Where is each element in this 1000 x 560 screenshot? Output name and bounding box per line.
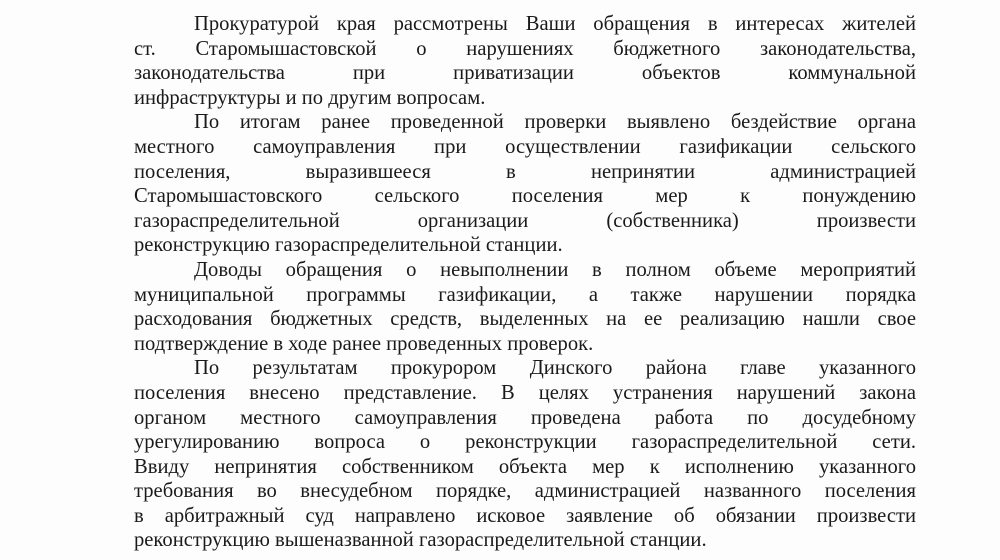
text-line: ст. Старомышастовской о нарушениях бюджетного законодательства, <box>134 37 916 60</box>
text-line: в арбитражный суд направлено исковое заявление об обязании произвести <box>134 504 916 527</box>
text-line: Ввиду непринятия собственником объекта мер к исполнению указанного <box>134 455 916 478</box>
text-line: Прокуратурой края рассмотрены Ваши обращения в интересах жителей <box>194 13 916 35</box>
paragraph-inspection-results <box>134 110 916 258</box>
text-line: Доводы обращения о невыполнении в полном объеме мероприятий <box>194 258 916 281</box>
text-line: реконструкцию вышеназванной газораспределительной станции. <box>134 529 707 552</box>
text-line: газораспределительной организации (собственника) произвести <box>134 209 916 232</box>
text-line: расходования бюджетных средств, выделенных на ее реализацию нашли свое <box>134 308 916 331</box>
text-line: требования во внесудебном порядке, администрацией названного поселения <box>134 480 916 503</box>
text-line: поселения внесено представление. В целях устранения нарушений закона <box>134 381 916 404</box>
paragraph-program-violations <box>134 258 916 356</box>
text-line: подтверждение в ходе ранее проведенных проверок. <box>134 332 594 355</box>
text-line: По итогам ранее проведенной проверки выявлено бездействие органа <box>194 111 916 134</box>
text-line: органом местного самоуправления проведена работа по досудебному <box>134 406 916 429</box>
paragraph-measures-taken <box>134 356 916 553</box>
text-line: реконструкцию газораспределительной станции. <box>134 234 563 257</box>
paragraph-complaints-reviewed <box>134 12 916 110</box>
text-line: законодательства при приватизации объектов коммунальной <box>134 62 916 85</box>
letter-body <box>134 12 916 553</box>
text-line: поселения, выразившееся в непринятии администрацией <box>134 160 916 183</box>
text-line: урегулированию вопроса о реконструкции газораспределительной сети. <box>134 431 916 454</box>
text-line: муниципальной программы газификации, а также нарушении порядка <box>134 283 916 306</box>
text-line: По результатам прокурором Динского района главе указанного <box>194 357 916 380</box>
text-line: Старомышастовского сельского поселения мер к понуждению <box>134 185 916 208</box>
text-line: инфраструктуры и по другим вопросам. <box>134 86 486 109</box>
text-line: местного самоуправления при осуществлении газификации сельского <box>134 135 916 158</box>
